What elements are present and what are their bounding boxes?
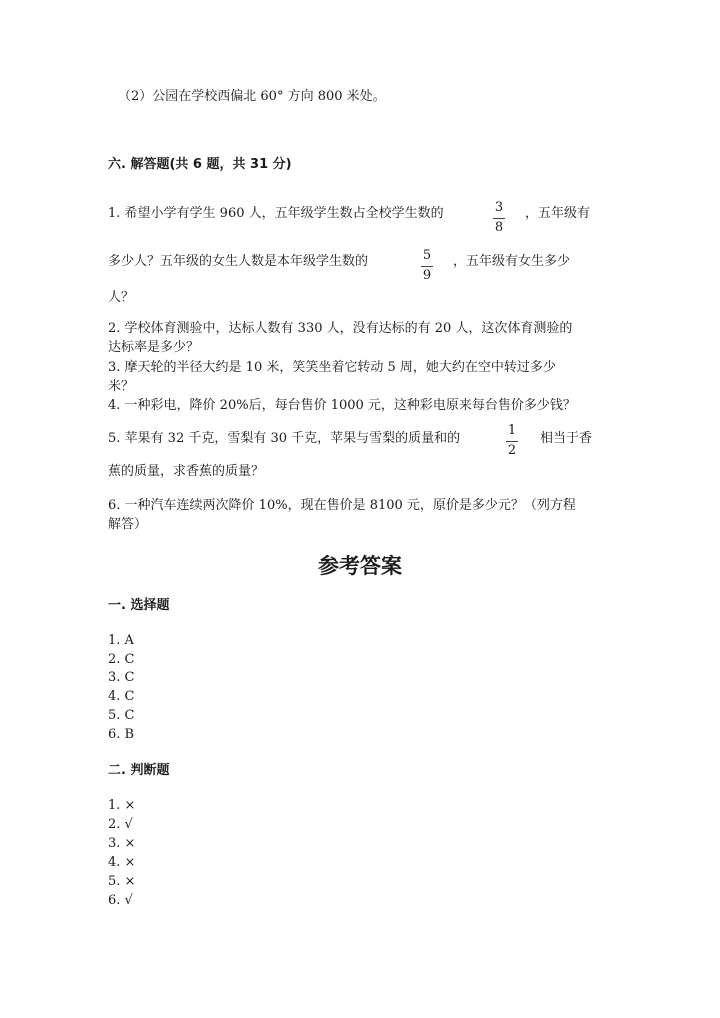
q1-fraction-2 (419, 249, 435, 283)
q1-part3: 多少人？五年级的女生人数是本年级学生数的 (108, 254, 369, 269)
choice-answer: 6. B (108, 727, 135, 742)
q1-fraction-1 (491, 201, 507, 235)
q1-part4: ，五年级有女生多少 (453, 254, 571, 269)
q3-line2: 米？ (108, 379, 135, 394)
judge-answer: 2. √ (108, 817, 133, 832)
judge-answer: 1. × (108, 798, 136, 813)
q2-line2: 达标率是多少？ (108, 340, 200, 355)
judge-answer: 4. × (108, 855, 136, 870)
q5-fraction-denominator: 2 (507, 443, 517, 458)
top-line: （2）公园在学校西偏北 60° 方向 800 米处。 (118, 89, 386, 104)
q5-part3: 蕉的质量，求香蕉的质量？ (108, 464, 265, 479)
choice-answer: 4. C (108, 689, 135, 704)
q1-part2: ，五年级有 (525, 206, 591, 221)
q1-fraction-1-numerator: 3 (494, 200, 504, 215)
q1-fraction-2-denominator: 9 (422, 268, 432, 283)
fraction-bar (493, 218, 505, 219)
q5-part2: 相当于香 (540, 431, 593, 446)
choice-answer: 3. C (108, 670, 135, 685)
q6-line1: 6. 一种汽车连续两次降价 10%，现在售价是 8100 元，原价是多少元？（列方程 (108, 498, 576, 513)
choice-heading: 一. 选择题 (108, 598, 170, 613)
q5-fraction (504, 424, 520, 458)
section-heading-six: 六. 解答题(共 6 题，共 31 分) (108, 157, 292, 172)
judge-answer: 3. × (108, 836, 136, 851)
judge-answer: 5. × (108, 874, 136, 889)
q1-part1: 1. 希望小学有学生 960 人，五年级学生数占全校学生数的 (108, 206, 444, 221)
q1-fraction-1-denominator: 8 (494, 220, 504, 235)
q5-part1: 5. 苹果有 32 千克，雪梨有 30 千克，苹果与雪梨的质量和的 (108, 431, 461, 446)
q1-fraction-2-numerator: 5 (422, 248, 432, 263)
fraction-bar (506, 441, 518, 442)
q6-line2: 解答） (108, 517, 148, 532)
q1-part5: 人？ (108, 290, 135, 305)
choice-answer: 2. C (108, 652, 135, 667)
choice-answer: 1. A (108, 633, 134, 648)
q2-line1: 2. 学校体育测验中，达标人数有 330 人，没有达标的有 20 人，这次体育测验的 (108, 321, 573, 336)
judge-answer: 6. √ (108, 893, 133, 908)
q4-text: 4. 一种彩电，降价 20%后，每台售价 1000 元，这种彩电原来每台售价多少钱？ (108, 398, 576, 413)
judge-heading: 二. 判断题 (108, 763, 170, 778)
fraction-bar (421, 266, 433, 267)
choice-answer: 5. C (108, 708, 135, 723)
q3-line1: 3. 摩天轮的半径大约是 10 米，笑笑坐着它转动 5 周，她大约在空中转过多少 (108, 360, 556, 375)
answers-title: 参考答案 (318, 554, 402, 578)
q5-fraction-numerator: 1 (507, 423, 517, 438)
